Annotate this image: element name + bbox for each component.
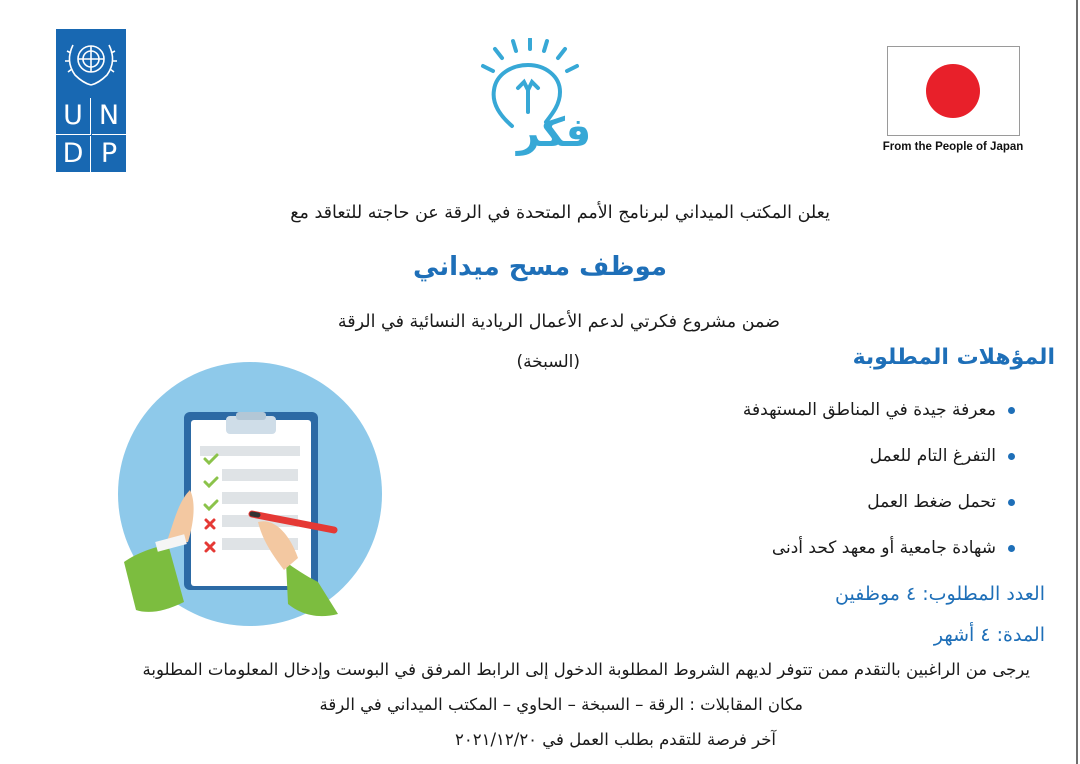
undp-letter-n: N	[92, 98, 126, 135]
qualification-item: التفرغ التام للعمل	[640, 441, 1018, 487]
undp-letter-d: D	[56, 136, 91, 172]
announcement-intro: يعلن المكتب الميداني لبرنامج الأمم المتحدة في الرقة عن حاجته للتعاقد مع	[290, 203, 830, 223]
qualifications-list	[640, 395, 1018, 579]
undp-letter-grid	[56, 98, 126, 172]
application-deadline: آخر فرصة للتقدم بطلب العمل في ٢٠٢١/١٢/٢٠	[455, 730, 776, 749]
job-title: موظف مسح ميداني	[413, 252, 667, 282]
required-count: العدد المطلوب: ٤ موظفين	[835, 583, 1045, 605]
japan-flag-icon	[887, 46, 1020, 136]
contract-duration: المدة: ٤ أشهر	[933, 624, 1045, 646]
undp-logo	[56, 29, 126, 172]
page-edge-line	[1076, 0, 1078, 764]
japan-caption: From the People of Japan	[882, 141, 1024, 153]
location-label: (السبخة)	[516, 352, 580, 372]
qualification-item: معرفة جيدة في المناطق المستهدفة	[640, 395, 1018, 441]
qualification-item: شهادة جامعية أو معهد كحد أدنى	[640, 533, 1018, 579]
un-emblem-icon	[61, 33, 121, 89]
qualifications-heading: المؤهلات المطلوبة	[852, 345, 1055, 370]
fekra-logo-word: فكر	[516, 110, 592, 156]
interview-locations: مكان المقابلات : الرقة – السبخة – الحاوي – المكتب الميداني في الرقة	[319, 695, 803, 714]
application-instructions: يرجى من الراغبين بالتقدم ممن تتوفر لديهم الشروط المطلوبة الدخول إلى الرابط المرفق في البوست وإدخال المعلومات المطلوبة	[142, 660, 1030, 679]
undp-letter-u: U	[56, 98, 91, 135]
japan-flag-sun	[926, 64, 980, 118]
checklist-clipboard-icon	[118, 362, 383, 627]
undp-letter-p: P	[100, 138, 118, 169]
qualification-item: تحمل ضغط العمل	[640, 487, 1018, 533]
project-description: ضمن مشروع فكرتي لدعم الأعمال الريادية النسائية في الرقة	[337, 312, 780, 332]
